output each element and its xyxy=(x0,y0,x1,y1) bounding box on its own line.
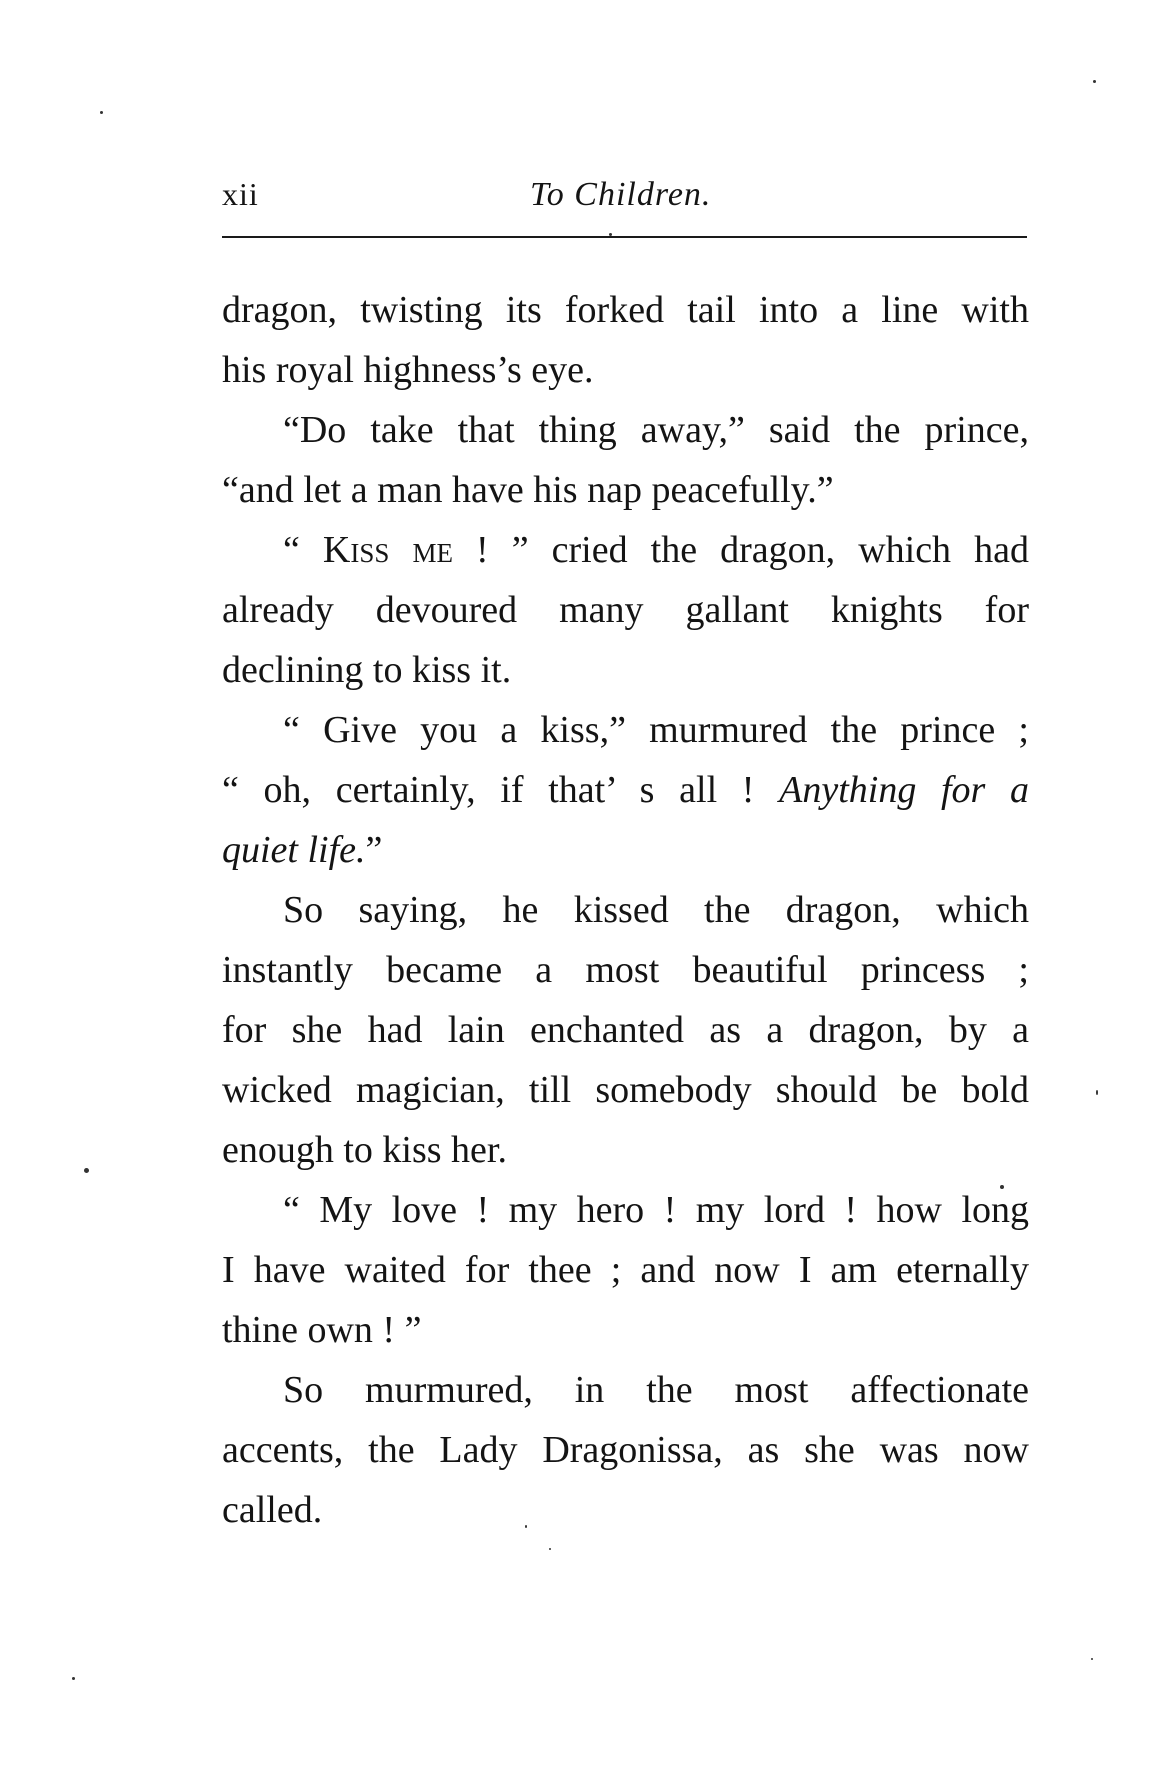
text-line: So saying, he kissed the dragon, which xyxy=(283,889,1029,931)
text-line xyxy=(222,760,1029,820)
paper-speck xyxy=(549,1548,551,1550)
paper-speck xyxy=(525,1525,527,1528)
text-line: instantly became a most beautiful princess ; xyxy=(222,949,1029,991)
line-rest: ! ” cried the dragon, which had xyxy=(452,529,1029,571)
text-line: I have waited for thee ; and now I am eternally xyxy=(222,1249,1029,1291)
paper-speck xyxy=(1096,1090,1098,1095)
text-line: “ Give you a kiss,” murmured the prince ; xyxy=(283,709,1029,751)
paper-speck xyxy=(1091,1658,1093,1660)
paper-speck xyxy=(72,1677,75,1680)
line-plain: “ oh, certainly, if that’ s all ! xyxy=(222,769,780,811)
text-line: “Do take that thing away,” said the prince, xyxy=(283,409,1029,451)
page-number: xii xyxy=(222,176,259,212)
paper-speck xyxy=(100,111,103,114)
text-line: his royal highness’s eye. xyxy=(222,349,594,391)
paper-speck xyxy=(84,1168,89,1173)
header-rule xyxy=(222,236,1027,238)
text-line: “and let a man have his nap peacefully.” xyxy=(222,469,834,511)
text-line: called. xyxy=(222,1489,323,1531)
text-line: dragon, twisting its forked tail into a line with xyxy=(222,289,1029,331)
text-line xyxy=(222,820,1029,880)
running-head xyxy=(222,176,1027,232)
italic-phrase: Anything for a xyxy=(779,769,1029,811)
text-line: already devoured many gallant knights for xyxy=(222,589,1029,631)
small-caps-phrase: Kiss me xyxy=(322,529,453,571)
paper-speck xyxy=(1093,80,1096,83)
text-line: “ My love ! my hero ! my lord ! how long xyxy=(283,1189,1029,1231)
text-line xyxy=(222,520,1029,580)
quote-close: ” xyxy=(365,829,383,871)
text-line: accents, the Lady Dragonissa, as she was now xyxy=(222,1429,1029,1471)
text-line: declining to kiss it. xyxy=(222,649,512,691)
paper-speck xyxy=(1000,1185,1004,1189)
quote-open: “ xyxy=(283,529,323,571)
text-line: enough to kiss her. xyxy=(222,1129,507,1171)
running-title: To Children. xyxy=(530,176,712,213)
text-line: thine own ! ” xyxy=(222,1309,422,1351)
text-line: for she had lain enchanted as a dragon, by a xyxy=(222,1009,1029,1051)
body-text xyxy=(222,280,1029,1540)
text-line: So murmured, in the most affectionate xyxy=(283,1369,1029,1411)
text-line: wicked magician, till somebody should be bold xyxy=(222,1069,1029,1111)
paper-speck xyxy=(609,233,612,236)
italic-phrase: quiet life. xyxy=(222,829,366,871)
